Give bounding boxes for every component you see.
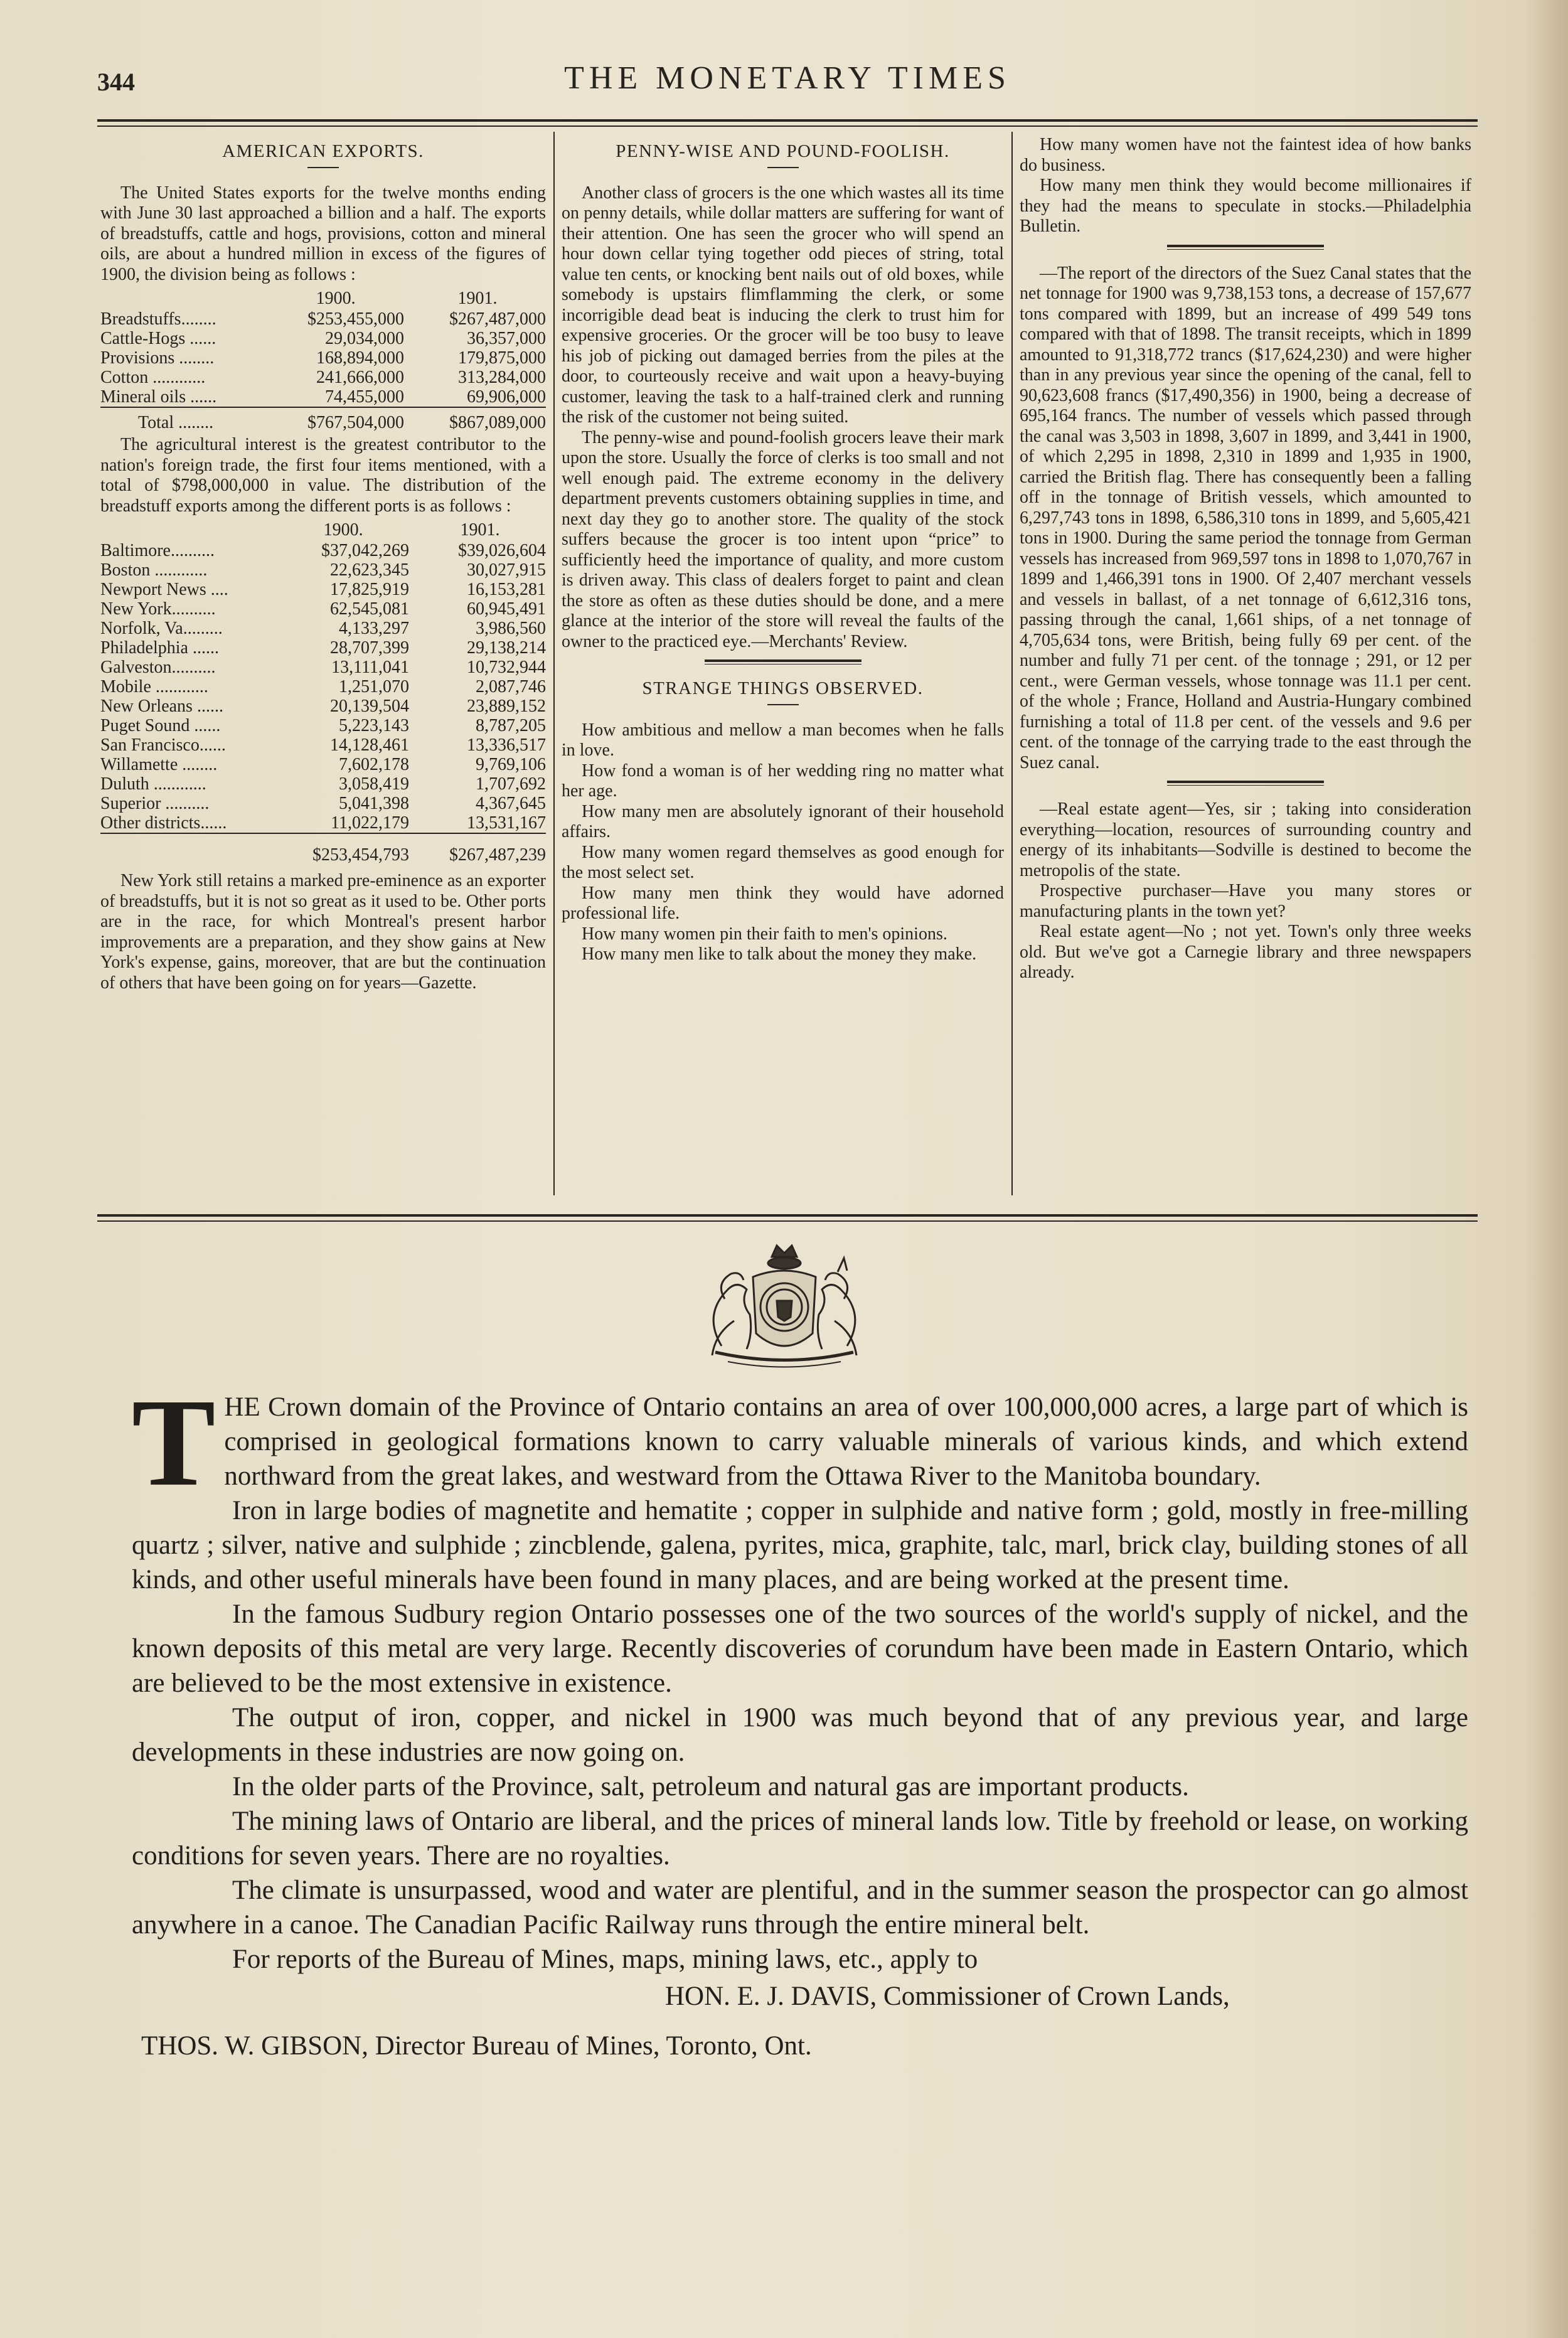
article-paragraph: Real estate agent—No ; not yet. Town's only three weeks old. But we've got a Carnegie library and three newspapers already. <box>1020 922 1471 982</box>
cell-1900: 11,022,179 <box>331 813 410 833</box>
row-label: Provisions ........ <box>100 348 215 368</box>
cell-1901: $267,487,000 <box>449 309 546 329</box>
table-row <box>100 774 546 794</box>
article-paragraph: Prospective purchaser—Have you many stores or manufacturing plants in the town yet? <box>1020 881 1471 921</box>
year-header: 1901. <box>460 520 500 540</box>
cell-1900: $37,042,269 <box>321 541 410 560</box>
cell-1901: 60,945,491 <box>467 599 546 619</box>
total-1900: $767,504,000 <box>262 407 404 432</box>
column-suez <box>1020 135 1471 983</box>
total-1901: $867,089,000 <box>404 407 546 432</box>
list-item: How many men think they would have adorned professional life. <box>562 883 1004 923</box>
heading-rule <box>767 704 799 705</box>
list-item: How fond a woman is of her wedding ring no matter what her age. <box>562 761 1004 801</box>
table-row <box>100 638 546 658</box>
list-item: How many men are absolutely ignorant of their household affairs. <box>562 801 1004 841</box>
table-row <box>100 560 546 580</box>
total-1901: $267,487,239 <box>409 833 546 865</box>
table-row <box>100 755 546 774</box>
cell-1901: 23,889,152 <box>467 697 546 716</box>
cell-1900: 74,455,000 <box>325 387 405 407</box>
column-divider <box>1011 132 1013 1195</box>
row-label: Boston ............ <box>100 560 208 580</box>
article-paragraph: The agricultural interest is the greatest contributor to the nation's foreign trade, the first four items mentioned, with a total of $798,000,000 in value. The distribution of the breadstuff exports among the different ports is as follows : <box>100 435 546 516</box>
ad-paragraph: The climate is unsurpassed, wood and water are plentiful, and in the summer season the prospector can go almost anywhere in a canoe. The Canadian Pacific Railway runs through the entire mineral belt. <box>132 1876 1468 1940</box>
cell-1901: $39,026,604 <box>458 541 546 560</box>
cell-1901: 2,087,746 <box>476 677 546 697</box>
list-item: How many men think they would become millionaires if they had the means to speculate in stocks.—Philadelphia Bulletin. <box>1020 176 1471 236</box>
article-paragraph: The penny-wise and pound-foolish grocers leave their mark upon the store. Usually the force of clerks is too small and not well enough paid. The extreme economy in the delivery department prevents customers obtaining supplies in time, and next day they go to another store. The quality of the stock suffers because the grocer is too intent upon “price” to sufficiently heed the importance of quality, and more custom is driven away. This class of dealers forget to paint and clean the store as often as these duties should be done, and a mere glance at the interior of the store will reveal the faults of the owner to the practiced eye.—Merchants' Review. <box>562 427 1004 651</box>
article-heading: STRANGE THINGS OBSERVED. <box>642 678 924 698</box>
cell-1901: 1,707,692 <box>476 774 546 794</box>
row-label: Cattle-Hogs ...... <box>100 329 216 348</box>
total-label: Total ........ <box>100 407 262 432</box>
cell-1900: $253,455,000 <box>307 309 405 329</box>
row-label: Mineral oils ...... <box>100 387 217 407</box>
exports-table <box>100 289 546 432</box>
row-label: New Orleans ...... <box>100 697 223 716</box>
cell-1900: 3,058,419 <box>339 774 410 794</box>
cell-1900: 168,894,000 <box>316 348 405 368</box>
cell-1901: 8,787,205 <box>476 716 546 735</box>
cell-1901: 3,986,560 <box>476 619 546 638</box>
list-item: How ambitious and mellow a man becomes when he falls in love. <box>562 720 1004 760</box>
section-separator <box>1167 245 1324 250</box>
year-header: 1900. <box>316 289 356 308</box>
row-label: Willamette ........ <box>100 755 218 774</box>
column-divider <box>553 132 555 1195</box>
ad-paragraph: For reports of the Bureau of Mines, maps, mining laws, etc., apply to <box>232 1945 978 1974</box>
row-label: Galveston.......... <box>100 658 216 677</box>
article-paragraph: The United States exports for the twelve months ending with June 30 last approached a billion and a half. The exports of breadstuffs, cattle and hogs, provisions, cotton and mineral oils, are about a hundred million in excess of the figures of 1900, the division being as follows : <box>100 183 546 284</box>
ad-paragraph: In the famous Sudbury region Ontario possesses one of the two sources of the world's supply of nickel, and the known deposits of this metal are very large. Recently discoveries of corundum have been made in Eastern Ontario, which are believed to be the most extensive in existence. <box>132 1599 1468 1698</box>
table-row <box>100 716 546 735</box>
article-paragraph: —Real estate agent—Yes, sir ; taking into consideration everything—location, resources of surrounding country and energy of its inhabitants—Sodville is destined to become the metropolis of the state. <box>1020 799 1471 880</box>
row-label: Other districts...... <box>100 813 227 833</box>
cell-1900: 4,133,297 <box>339 619 410 638</box>
cell-1900: 13,111,041 <box>331 658 410 677</box>
cell-1901: 9,769,106 <box>476 755 546 774</box>
row-label: Breadstuffs........ <box>100 309 216 329</box>
total-1900: $253,454,793 <box>272 833 409 865</box>
row-label: Duluth ............ <box>100 774 206 794</box>
row-label: New York.......... <box>100 599 216 619</box>
cell-1901: 179,875,000 <box>458 348 546 368</box>
article-heading: PENNY-WISE AND POUND-FOOLISH. <box>616 141 950 161</box>
table-row <box>100 368 546 387</box>
row-label: Superior .......... <box>100 794 210 813</box>
column-penny-wise <box>562 135 1004 965</box>
cell-1901: 10,732,944 <box>467 658 546 677</box>
row-label: Baltimore.......... <box>100 541 215 560</box>
cell-1900: 5,223,143 <box>339 716 410 735</box>
signature-gibson: THOS. W. GIBSON, Director Bureau of Mines, Toronto, Ont. <box>141 2031 812 2061</box>
heading-rule <box>767 167 799 168</box>
cell-1901: 13,531,167 <box>467 813 546 833</box>
table-row <box>100 619 546 638</box>
header-rule <box>97 119 1478 127</box>
row-label: Puget Sound ...... <box>100 716 221 735</box>
table-row <box>100 794 546 813</box>
year-header: 1901. <box>457 289 498 308</box>
ontario-mining-advertisement <box>132 1374 1468 2063</box>
cell-1901: 313,284,000 <box>458 368 546 387</box>
article-heading: AMERICAN EXPORTS. <box>222 141 424 161</box>
cell-1900: 20,139,504 <box>330 697 410 716</box>
drop-cap: T <box>132 1374 216 1512</box>
table-row <box>100 599 546 619</box>
row-label: Mobile ............ <box>100 677 208 697</box>
list-item: How many women regard themselves as good enough for the most select set. <box>562 842 1004 882</box>
cell-1901: 29,138,214 <box>467 638 546 658</box>
cell-1901: 16,153,281 <box>467 580 546 599</box>
table-row <box>100 658 546 677</box>
article-paragraph: —The report of the directors of the Suez Canal states that the net tonnage for 1900 was 9,738,153 tons, a decrease of 157,677 tons compared with 1899, but an increase of 499 549 tons compared with that of 1898. The transit receipts, which in 1899 amounted to 91,318,772 trancs ($17,624,230) and were higher than in any previous year since the opening of the canal, fell to 90,623,608 francs ($17,490,356) in 1900, being a decrease of 695,164 francs. The number of vessels which passed through the canal was 3,503 in 1898, 3,607 in 1899, and 3,441 in 1900, of which 2,295 in 1898, 2,310 in 1899 and 1,935 in 1900, carried the British flag. There has consequently been a falling off in the tonnage of British vessels, which amounted to 6,297,743 tons in 1898, 6,586,310 tons in 1899, and 5,605,421 tons in 1900. During the same period the tonnage from German vessels has increased from 969,597 tons in 1898 to 1,070,767 in 1899 and 1,466,391 tons in 1900. Of 2,407 merchant vessels and vessels in ballast, of a net tonnage of 6,612,316 tons, passing through the canal, 1,661 ships, of a net tonnage of 4,705,634 tons, were British, being fully 69 per cent. of the number and fully 71 per cent. of the tonnage ; 291, or 12 per cent., were German vessels, whose tonnage was 11.1 per cent. of the whole ; France, Holland and Austria-Hungary combined furnishing a total of 11.8 per cent. of the vessels and 9.6 per cent. of the tonnage of the carrying trade to the east through the Suez canal. <box>1020 263 1471 772</box>
list-item: How many men like to talk about the money they make. <box>582 944 977 964</box>
article-paragraph: Another class of grocers is the one which wastes all its time on penny details, while dollar matters are suffering for want of their attention. One has seen the grocer who will spend an hour down cellar tying together odd pieces of string, total value ten cents, or knocking bent nails out of old boxes, while somebody is upstairs flimflamming the clerk, or some incorrigible dead beat is inducing the clerk to trust him for expensive groceries. Or the grocer will be too busy to leave his job of picking out damaged berries from the piles at the door, to courteously receive and wait upon a heavy-buying customer, leaving the task to a half-trained clerk and running the risk of the customer not being suited. <box>562 183 1004 427</box>
row-label: Newport News .... <box>100 580 228 599</box>
table-row <box>100 541 546 560</box>
table-row <box>100 697 546 716</box>
table-row <box>100 580 546 599</box>
section-separator <box>705 659 861 665</box>
total-row <box>100 833 546 865</box>
cell-1900: 5,041,398 <box>339 794 410 813</box>
cell-1900: 241,666,000 <box>316 368 405 387</box>
total-row <box>100 407 546 432</box>
masthead-title: THE MONETARY TIMES <box>564 60 1011 96</box>
table-row <box>100 387 546 407</box>
table-row <box>100 309 546 329</box>
ports-table <box>100 520 546 865</box>
list-item: How many women pin their faith to men's opinions. <box>582 924 947 944</box>
cell-1900: 29,034,000 <box>325 329 405 348</box>
table-row <box>100 677 546 697</box>
row-label: Philadelphia ...... <box>100 638 219 658</box>
table-row <box>100 329 546 348</box>
row-label: Cotton ............ <box>100 368 206 387</box>
page-number: 344 <box>97 68 135 96</box>
signature-davis: HON. E. J. DAVIS, Commissioner of Crown Lands, <box>665 1982 1230 2011</box>
cell-1900: 62,545,081 <box>330 599 410 619</box>
cell-1900: 17,825,919 <box>330 580 410 599</box>
ad-paragraph: The mining laws of Ontario are liberal, and the prices of mineral lands low. Title by freehold or lease, on working conditions for seven years. There are no royalties. <box>132 1807 1468 1871</box>
cell-1901: 36,357,000 <box>467 329 546 348</box>
page-header <box>97 60 1478 104</box>
year-header: 1900. <box>323 520 363 540</box>
ad-paragraph <box>132 1374 1468 1512</box>
cell-1900: 14,128,461 <box>330 735 410 755</box>
cell-1900: 7,602,178 <box>339 755 410 774</box>
row-label: Norfolk, Va......... <box>100 619 223 638</box>
cell-1901: 13,336,517 <box>467 735 546 755</box>
cell-1900: 22,623,345 <box>330 560 410 580</box>
list-item: How many women have not the faintest idea of how banks do business. <box>1020 135 1471 175</box>
table-row <box>100 735 546 755</box>
ad-paragraph: The output of iron, copper, and nickel in 1900 was much beyond that of any previous year, and large developments in these industries are now going on. <box>132 1703 1468 1767</box>
ad-paragraph: In the older parts of the Province, salt, petroleum and natural gas are important products. <box>232 1772 1189 1802</box>
ad-paragraph-text: HE Crown domain of the Province of Ontario contains an area of over 100,000,000 acres, a large part of which is comprised in geological formations known to carry valuable minerals of various kinds, and which extend northward from the great lakes, and westward from the Ottawa River to the Manitoba boundary. <box>224 1392 1468 1491</box>
cell-1900: 1,251,070 <box>339 677 410 697</box>
page-binding-shadow <box>1524 0 1568 2338</box>
cell-1901: 30,027,915 <box>467 560 546 580</box>
heading-rule <box>307 167 339 168</box>
column-american-exports <box>100 135 546 993</box>
table-row <box>100 348 546 368</box>
cell-1901: 69,906,000 <box>467 387 546 407</box>
cell-1901: 4,367,645 <box>476 794 546 813</box>
ad-paragraph: Iron in large bodies of magnetite and hematite ; copper in sulphide and native form ; gold, mostly in free-milling quartz ; silver, native and sulphide ; zincblende, galena, pyrites, mica, graphite, talc, marl, brick clay, building stones of all kinds, and other useful minerals have been found in many places, and are being worked at the present time. <box>132 1496 1468 1594</box>
coat-of-arms-icon <box>678 1239 891 1374</box>
article-paragraph: New York still retains a marked pre-eminence as an exporter of breadstuffs, but it is not so great as it used to be. Other ports are in the race, for which Montreal's present harbor improvements are a preparation, and they show gains at New York's expense, gains, moreover, that are but the continuation of others that have been going on for years—Gazette. <box>100 871 546 993</box>
row-label: San Francisco...... <box>100 735 226 755</box>
cell-1900: 28,707,399 <box>330 638 410 658</box>
section-rule <box>97 1214 1478 1222</box>
section-separator <box>1167 781 1324 786</box>
table-row <box>100 813 546 833</box>
